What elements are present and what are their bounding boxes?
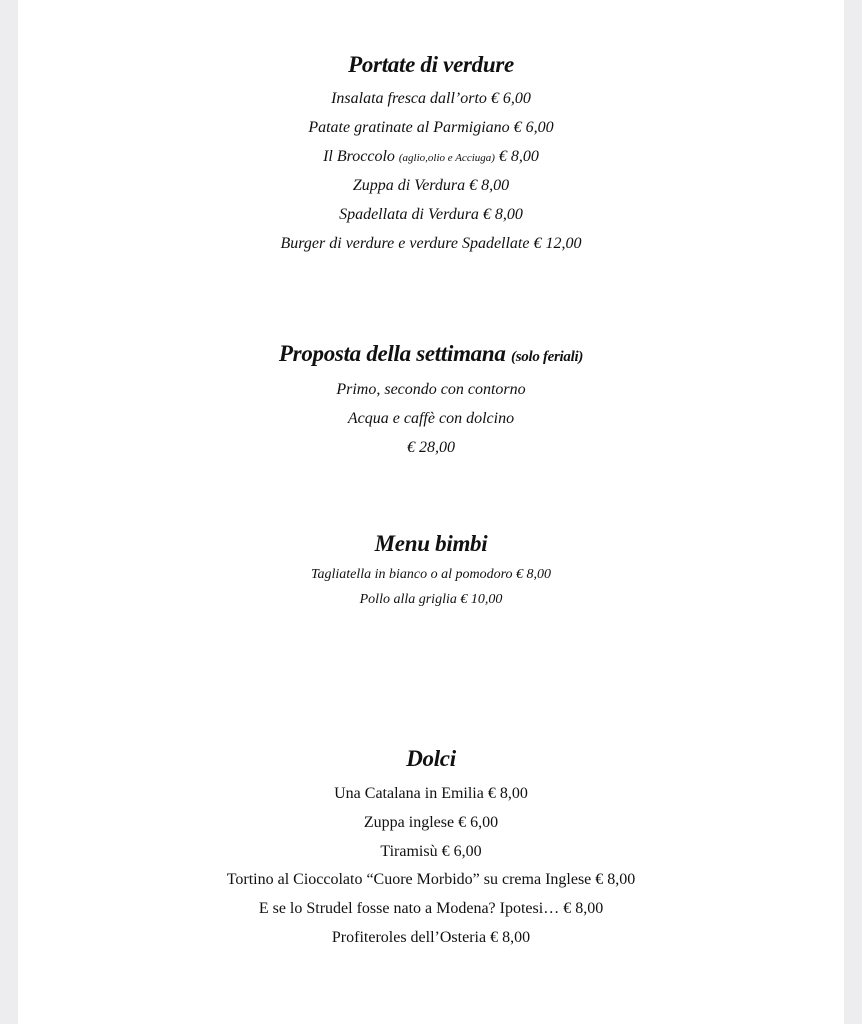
menu-list bbox=[18, 780, 844, 953]
section-heading: Dolci bbox=[406, 746, 456, 771]
menu-item: E se lo Strudel fosse nato a Modena? Ipotesi… € 8,00 bbox=[258, 900, 604, 918]
menu-item: Zuppa inglese € 6,00 bbox=[363, 813, 499, 831]
menu-item-note: (aglio,olio e Acciuga) bbox=[398, 151, 495, 164]
section-heading: Menu bimbi bbox=[374, 531, 488, 556]
menu-item-name: Il Broccolo bbox=[323, 147, 399, 165]
section-heading-note: (solo feriali) bbox=[511, 349, 584, 365]
menu-list bbox=[18, 562, 844, 612]
menu-item: Acqua e caffè con dolcino bbox=[347, 409, 515, 427]
menu-item: Patate gratinate al Parmigiano € 6,00 bbox=[308, 118, 554, 136]
menu-item: Tortino al Cioccolato “Cuore Morbido” su crema Inglese € 8,00 bbox=[226, 871, 636, 889]
section-dolci bbox=[18, 744, 844, 953]
menu-item: Insalata fresca dall’orto € 6,00 bbox=[331, 90, 531, 107]
section-proposta-della-settimana bbox=[18, 339, 844, 462]
menu-item: Zuppa di Verdura € 8,00 bbox=[352, 177, 510, 195]
menu-list bbox=[18, 85, 844, 259]
menu-list bbox=[18, 376, 844, 462]
menu-item bbox=[18, 143, 844, 173]
menu-item-price: € 28,00 bbox=[407, 438, 455, 456]
menu-item: Pollo alla griglia € 10,00 bbox=[359, 592, 503, 607]
menu-item: Primo, secondo con contorno bbox=[336, 381, 526, 398]
menu-item: Una Catalana in Emilia € 8,00 bbox=[334, 785, 528, 802]
menu-item: Burger di verdure e verdure Spadellate € 12,00 bbox=[280, 234, 582, 252]
section-portate-di-verdure bbox=[18, 50, 844, 259]
section-heading bbox=[18, 339, 844, 372]
menu-item: Tagliatella in bianco o al pomodoro € 8,00 bbox=[310, 567, 552, 582]
section-menu-bimbi bbox=[18, 529, 844, 612]
menu-item: Spadellata di Verdura € 8,00 bbox=[339, 206, 523, 224]
menu-item-price: € 8,00 bbox=[494, 147, 539, 165]
menu-item: Tiramisù € 6,00 bbox=[380, 842, 482, 860]
menu-item: Profiteroles dell’Osteria € 8,00 bbox=[331, 928, 531, 946]
menu-page bbox=[18, 0, 844, 1024]
section-heading-text: Proposta della settimana bbox=[278, 341, 512, 366]
section-heading: Portate di verdure bbox=[348, 52, 514, 77]
